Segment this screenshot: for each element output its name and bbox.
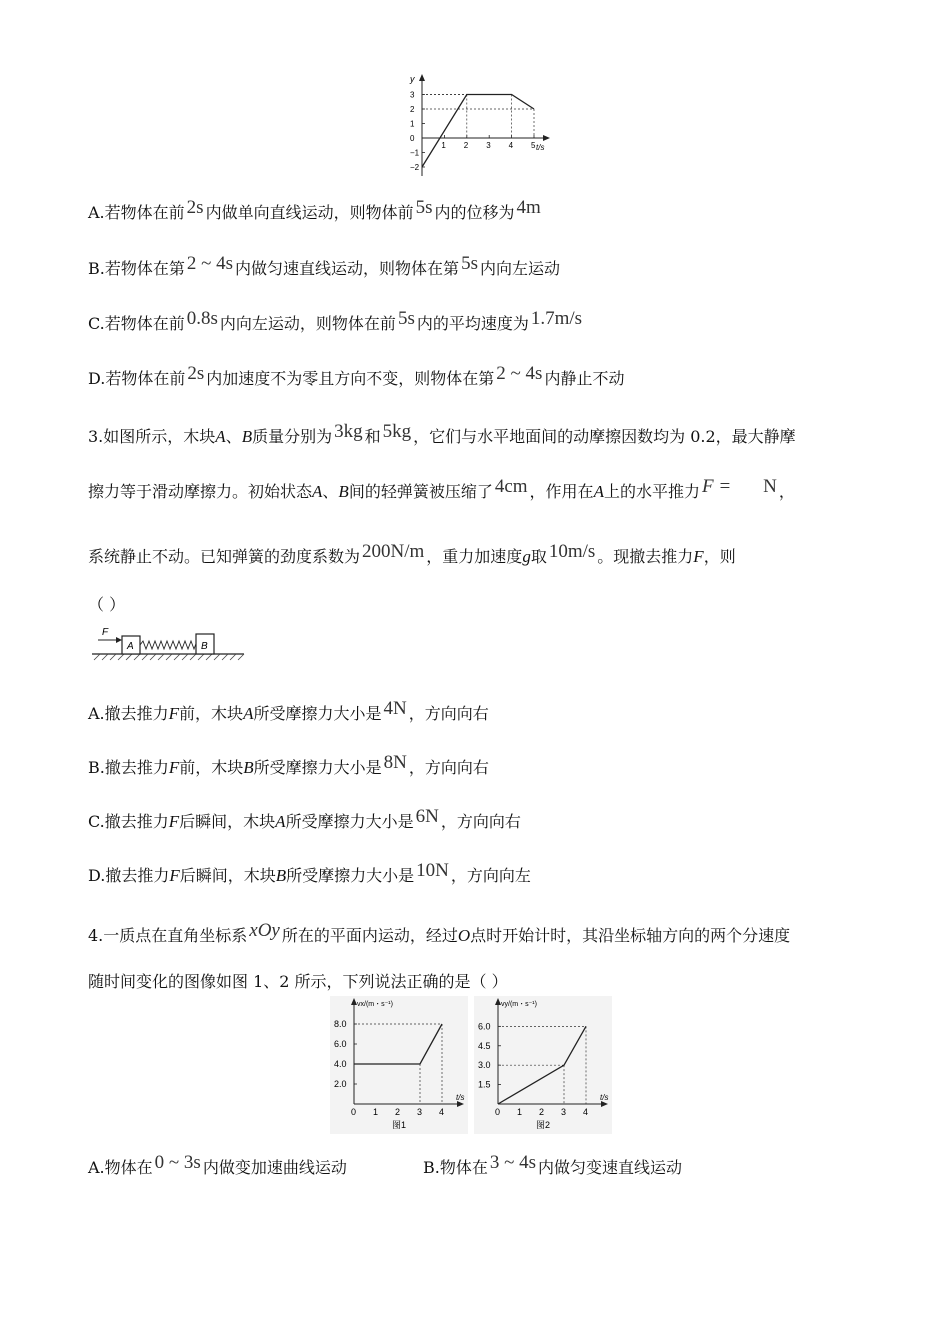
q3-l2-math1: 4cm <box>494 476 528 497</box>
x-tick-label: 1 <box>441 141 446 150</box>
q3-l3-text3: 取 <box>530 547 547 566</box>
q3-a-var-block: A <box>243 704 254 723</box>
q2-d-math1: 2s <box>187 363 205 384</box>
q3-a-math: 4N <box>383 698 407 719</box>
x-tick-label: 3 <box>486 141 491 150</box>
y-tick-label: −2 <box>410 163 420 172</box>
q3-c-text1: C.撤去推力 <box>88 812 169 831</box>
q3-d-var-block: B <box>275 866 287 885</box>
q3-d-text2: 后瞬间，木块 <box>179 866 276 885</box>
q3-l2-text4: 上的水平推力 <box>603 482 700 501</box>
q4-b-text2: 内做匀变速直线运动 <box>538 1158 683 1177</box>
y-tick-label: 8.0 <box>334 1019 347 1029</box>
force-label: F <box>102 627 109 638</box>
q3-l2-text2: 间的轻弹簧被压缩了 <box>348 482 493 501</box>
y-tick-label: 3.0 <box>478 1060 491 1071</box>
x-tick-label: 1 <box>373 1107 379 1117</box>
q3-stem-line1 <box>88 421 796 448</box>
q3-figure <box>90 622 246 662</box>
q3-l1-text4: ，它们与水平地面间的动摩擦因数均为 0.2，最大静摩 <box>413 427 796 446</box>
q2-option-b <box>88 253 560 280</box>
y-tick-label: 1.5 <box>478 1079 491 1090</box>
block-a-label: A <box>127 641 134 652</box>
q2-option-d <box>88 363 625 390</box>
spring <box>140 641 202 649</box>
x-tick-label: 2 <box>539 1107 545 1117</box>
q2-d-text2: 内加速度不为零且方向不变，则物体在第 <box>206 369 495 388</box>
q4-l1-text3: 点时开始计时，其沿坐标轴方向的两个分速度 <box>470 926 791 945</box>
q3-l2-var-a: A <box>312 482 323 501</box>
y-tick-label: 6.0 <box>478 1021 491 1032</box>
y-axis-label: y <box>410 74 415 84</box>
x-axis-label: t/s <box>456 1093 465 1102</box>
q3-a-text3: 所受摩擦力大小是 <box>253 704 382 723</box>
q2-b-math1: 2 ~ 4s <box>186 253 234 274</box>
q2-b-text2: 内做匀速直线运动，则物体在第 <box>235 259 460 278</box>
q3-d-text3: 所受摩擦力大小是 <box>286 866 415 885</box>
q3-l1-text2: 质量分别为 <box>252 427 333 446</box>
q4-a-text2: 内做变加速曲线运动 <box>202 1158 347 1177</box>
x-tick-label: 0 <box>495 1107 501 1117</box>
q4-option-b <box>423 1152 683 1179</box>
x-tick-label: 4 <box>508 141 514 150</box>
q3-l1-math2: 5kg <box>382 421 412 442</box>
x-tick-label: 5 <box>531 141 536 150</box>
q3-c-text2: 后瞬间，木块 <box>179 812 276 831</box>
q3-l3-math2: 10m/s <box>548 541 596 562</box>
q4-l1-text1: 4.一质点在直角坐标系 <box>88 926 248 945</box>
y-axis-label: vx/(m・s⁻¹) <box>357 1001 393 1008</box>
q3-stem-line3 <box>88 541 736 568</box>
q3-option-d <box>88 860 531 887</box>
q2-option-c <box>88 308 584 335</box>
q3-answer-paren: （ ） <box>88 595 126 614</box>
y-tick-label: −1 <box>410 148 420 158</box>
q4-figure-1 <box>330 996 468 1134</box>
x-axis-label: t/s <box>536 143 545 152</box>
q2-c-math2: 5s <box>397 308 415 329</box>
q4-b-math: 3 ~ 4s <box>489 1152 537 1173</box>
q3-b-text1: B.撤去推力 <box>88 758 169 777</box>
q3-d-text4: ，方向向左 <box>450 866 531 885</box>
q4-l1-var-o: O <box>457 926 471 945</box>
q3-l3-math1: 200N/m <box>362 541 425 562</box>
q3-l2-text1: 擦力等于滑动摩擦力。初始状态 <box>88 482 313 501</box>
q3-d-text1: D.撤去推力 <box>88 866 170 885</box>
q2-d-math2: 2 ~ 4s <box>496 363 543 384</box>
q2-option-a <box>88 197 543 224</box>
q3-l1-text3: 和 <box>364 427 381 446</box>
q3-l3-var-g: g <box>522 547 531 566</box>
q2-b-text3: 内向左运动 <box>479 259 560 278</box>
q4-b-text1: B.物体在 <box>423 1158 488 1177</box>
q2-c-text3: 内的平均速度为 <box>416 314 529 333</box>
y-tick-label: 4.0 <box>334 1059 347 1069</box>
y-axis-label: vy/(m・s⁻¹) <box>501 1001 537 1008</box>
x-tick-label: 3 <box>561 1107 567 1117</box>
q3-b-var-block: B <box>243 758 254 777</box>
y-tick-label: 0 <box>410 134 415 143</box>
q3-b-text4: ，方向向右 <box>408 758 489 777</box>
x-tick-label: 1 <box>517 1107 523 1117</box>
q3-d-var-f: F <box>169 866 180 885</box>
q2-a-text1: A.若物体在前 <box>88 203 185 222</box>
q2-b-math2: 5s <box>461 253 478 274</box>
q2-c-math1: 0.8s <box>186 308 218 329</box>
q3-l1-var-b: B <box>241 427 253 446</box>
q2-b-text1: B.若物体在第 <box>88 259 185 278</box>
q3-l2-math2: F = <box>701 476 732 497</box>
q4-option-a <box>88 1152 347 1179</box>
q2-d-text3: 内静止不动 <box>544 369 625 388</box>
q3-l2-text5: ， <box>778 482 795 501</box>
q3-a-text1: A.撤去推力 <box>88 704 169 723</box>
q3-l3-text5: ，则 <box>703 547 736 566</box>
q4-l1-text2: 所在的平面内运动，经过 <box>281 926 458 945</box>
x-tick-label: 4 <box>583 1107 589 1117</box>
q3-c-var-block: A <box>275 812 286 831</box>
y-tick-label: 6.0 <box>334 1039 347 1049</box>
q4-a-math: 0 ~ 3s <box>154 1152 201 1173</box>
q3-l3-text1: 系统静止不动。已知弹簧的劲度系数为 <box>88 547 361 566</box>
q2-a-math1: 2s <box>186 197 204 218</box>
q3-l2-math3: N <box>763 476 777 497</box>
q3-a-text2: 前，木块 <box>179 704 244 723</box>
y-tick-label: 3 <box>410 90 415 100</box>
q3-l3-text4: 。现撤去推力 <box>597 547 694 566</box>
q3-l2-var-a2: A <box>593 482 604 501</box>
q2-d-text1: D.若物体在前 <box>88 369 186 388</box>
q3-l1-text1: 3.如图所示，木块 <box>88 427 216 446</box>
x-tick-label: 3 <box>417 1107 423 1117</box>
q3-l3-text2: ，重力加速度 <box>426 547 523 566</box>
y-tick-label: 2.0 <box>334 1079 347 1089</box>
x-tick-label: 2 <box>463 141 469 150</box>
block-b-label: B <box>201 641 208 652</box>
q2-a-math2: 5s <box>415 197 433 218</box>
q4-stem-line2: 随时间变化的图像如图 1、2 所示，下列说法正确的是（ ） <box>88 972 508 991</box>
q3-l1-var-a: A <box>215 427 226 446</box>
x-tick-label: 0 <box>351 1107 357 1117</box>
q3-stem-line2 <box>88 476 795 503</box>
q2-c-text2: 内向左运动，则物体在前 <box>219 314 396 333</box>
y-tick-label: 2 <box>410 105 415 114</box>
q3-b-var-f: F <box>168 758 180 777</box>
q3-c-text4: ，方向向右 <box>440 812 521 831</box>
y-tick-label: 1 <box>410 119 415 129</box>
q2-graph <box>392 72 552 180</box>
q3-l2-var-b: B <box>338 482 349 501</box>
q3-option-c <box>88 806 521 833</box>
figure-caption: 图1 <box>392 1120 407 1130</box>
x-tick-label: 2 <box>395 1107 401 1117</box>
q3-b-math: 8N <box>383 752 407 773</box>
q3-c-var-f: F <box>168 812 180 831</box>
q4-figure-2 <box>474 996 612 1134</box>
q3-l1-sep: 、 <box>225 427 242 446</box>
figure-caption: 图2 <box>536 1120 551 1130</box>
q3-option-b <box>88 752 489 779</box>
q3-option-a <box>88 698 489 725</box>
q3-b-text2: 前，木块 <box>179 758 244 777</box>
q4-stem-line1 <box>88 920 791 947</box>
q2-a-text2: 内做单向直线运动，则物体前 <box>205 203 414 222</box>
q2-c-math3: 1.7m/s <box>530 308 583 329</box>
q3-l2-text3: ，作用在 <box>529 482 594 501</box>
q3-c-text3: 所受摩擦力大小是 <box>285 812 414 831</box>
q2-c-text1: C.若物体在前 <box>88 314 185 333</box>
x-tick-label: 4 <box>439 1107 445 1117</box>
x-axis-label: t/s <box>600 1093 609 1102</box>
q4-l1-math1: xOy <box>249 920 280 941</box>
q3-c-math: 6N <box>415 806 439 827</box>
q2-a-math3: 4m <box>516 197 541 218</box>
q3-l2-sep: 、 <box>322 482 339 501</box>
y-t-line <box>422 95 534 168</box>
q3-a-var-f: F <box>168 704 180 723</box>
q3-l1-math1: 3kg <box>334 421 363 442</box>
q3-d-math: 10N <box>416 860 449 881</box>
y-tick-label: 4.5 <box>478 1040 491 1051</box>
q4-a-text1: A.物体在 <box>88 1158 153 1177</box>
q3-l3-var-f: F <box>693 547 704 566</box>
q3-a-text4: ，方向向右 <box>408 704 489 723</box>
q2-a-text3: 内的位移为 <box>434 203 515 222</box>
q3-b-text3: 所受摩擦力大小是 <box>253 758 382 777</box>
